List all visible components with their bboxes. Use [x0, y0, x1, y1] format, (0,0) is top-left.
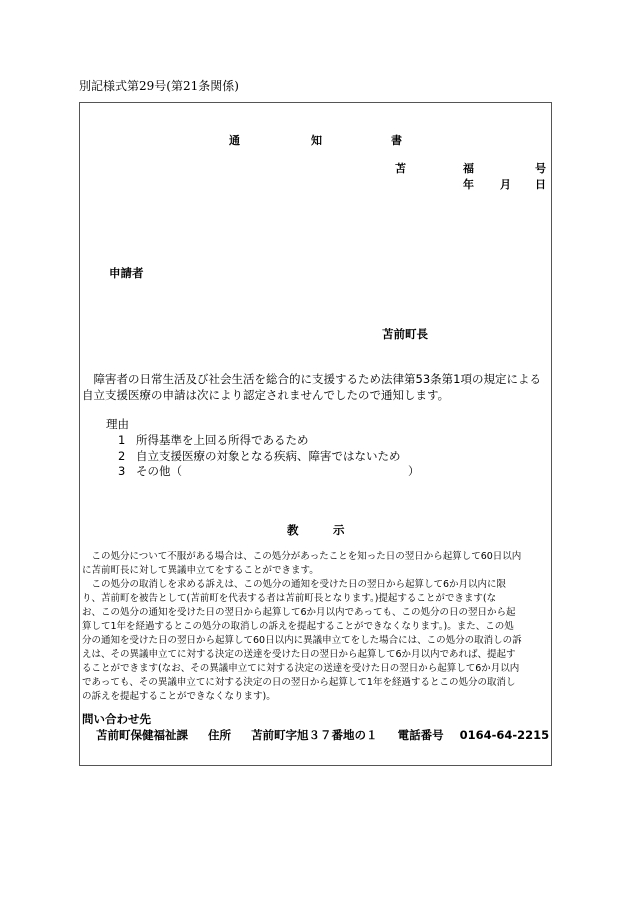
reason-close-paren: ）	[408, 464, 420, 478]
main-paragraph-line-2: 自立支援医療の申請は次により認定されませんでしたので通知します。	[82, 388, 450, 402]
kyoji-line: お、この処分の通知を受けた日の翌日から起算して6か月以内であっても、この処分の日の翌日から起	[82, 607, 516, 618]
main-paragraph-line-1: 障害者の日常生活及び社会生活を総合的に支援するため法律第53条第1項の規定による	[93, 372, 541, 386]
date-day: 日	[535, 178, 546, 191]
date-month: 月	[500, 178, 511, 191]
issuer: 苫前町長	[382, 327, 428, 341]
reason-num-1: 1	[118, 433, 126, 447]
kyoji-heading-2: 示	[333, 523, 345, 537]
kyoji-line: 算して1年を経過するとこの処分の取消しの訴えを提起することができなくなります。)。また、この処	[82, 621, 514, 632]
reason-heading: 理由	[106, 417, 129, 431]
contact-phone-label: 電話番号	[397, 728, 444, 742]
kyoji-line: ることができます(なお、その異議申立てに対する決定の送達を受けた日の翌日から起算して6か月以内	[82, 663, 520, 674]
kyoji-line: 分の通知を受けた日の翌日から起算して60日以内に異議申立てをした場合には、この処分の取消しの訴	[82, 635, 522, 646]
main-paragraph	[82, 371, 552, 403]
reason-num-3: 3	[118, 464, 126, 478]
kyoji-line: えは、その異議申立てに対する決定の送達を受けた日の翌日から起算して6か月以内であれば、提起す	[82, 649, 516, 660]
contact-address: 苫前町字旭３７番地の１	[251, 728, 378, 742]
kyoji-heading-1: 教	[287, 523, 299, 537]
number-prefix: 苫	[395, 162, 406, 175]
kyoji-line: この処分の取消しを求める訴えは、この処分の通知を受けた日の翌日から起算して6か月以内に限	[82, 579, 507, 590]
title-char-3: 書	[391, 134, 402, 147]
number-mid: 福	[463, 162, 474, 175]
kyoji-line: り、苫前町を被告として(苫前町を代表する者は苫前町長となります。)提起することができます(な	[82, 593, 497, 604]
kyoji-line: であっても、その異議申立てに対する決定の日の翌日から起算して1年を経過するとこの処分の取消し	[82, 677, 516, 688]
reason-text-3: その他（	[136, 464, 182, 478]
contact-address-label: 住所	[208, 728, 232, 742]
form-label: 別記様式第29号(第21条関係)	[79, 79, 239, 93]
number-suffix: 号	[535, 162, 546, 175]
contact-heading: 問い合わせ先	[82, 712, 151, 726]
kyoji-body	[82, 550, 550, 704]
contact-line	[96, 727, 549, 743]
kyoji-line: の訴えを提起することができなくなります)。	[82, 691, 276, 702]
date-year: 年	[463, 178, 474, 191]
applicant-label: 申請者	[109, 266, 144, 280]
title-char-1: 通	[229, 134, 240, 147]
contact-department: 苫前町保健福祉課	[96, 728, 188, 742]
kyoji-line: この処分について不服がある場合は、この処分があったことを知った日の翌日から起算して60日以内	[82, 551, 522, 562]
reason-text-2: 自立支援医療の対象となる疾病、障害ではないため	[136, 449, 401, 463]
reason-num-2: 2	[118, 449, 126, 463]
contact-phone: 0164-64-2215	[459, 728, 550, 742]
title-char-2: 知	[311, 134, 322, 147]
reason-text-1: 所得基準を上回る所得であるため	[136, 433, 309, 447]
kyoji-line: に苫前町長に対して異議申立てをすることができます。	[82, 565, 319, 576]
